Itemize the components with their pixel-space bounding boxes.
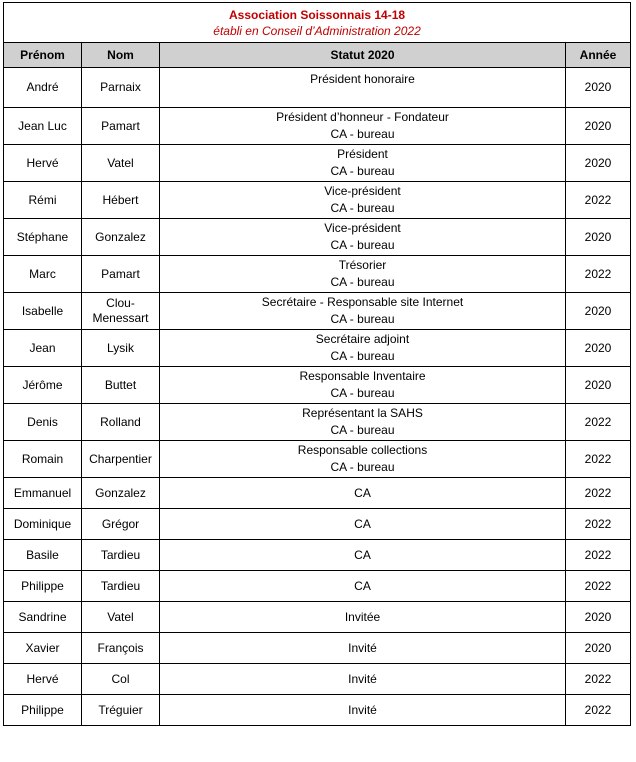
member-sheet	[3, 2, 630, 726]
table-row	[4, 293, 631, 330]
cell-nom: François	[82, 633, 160, 664]
statut-line-2: CA - bureau	[330, 238, 395, 252]
table-row	[4, 367, 631, 404]
cell-prenom: Stéphane	[4, 219, 82, 256]
cell-annee: 2020	[566, 219, 631, 256]
cell-statut	[160, 182, 566, 219]
statut-line-1: Secrétaire - Responsable site Internet	[261, 295, 464, 309]
cell-annee: 2022	[566, 664, 631, 695]
cell-prenom: Emmanuel	[4, 478, 82, 509]
column-headers	[4, 43, 631, 68]
statut-line-2: CA - bureau	[330, 275, 395, 289]
statut-line-2: CA - bureau	[330, 312, 395, 326]
cell-nom: Vatel	[82, 145, 160, 182]
statut-line-2: CA - bureau	[330, 423, 395, 437]
cell-nom: Grégor	[82, 509, 160, 540]
cell-prenom: Marc	[4, 256, 82, 293]
statut-line-1: Trésorier	[338, 258, 387, 272]
cell-annee: 2022	[566, 695, 631, 726]
table-row	[4, 633, 631, 664]
statut-line-1: Invitée	[344, 609, 381, 624]
cell-annee: 2022	[566, 182, 631, 219]
cell-annee: 2020	[566, 602, 631, 633]
statut-line-1: Vice-président	[324, 184, 401, 198]
statut-line-1: Président	[337, 147, 388, 161]
title-cell	[4, 3, 631, 43]
cell-nom: Tardieu	[82, 540, 160, 571]
table-title	[4, 3, 631, 43]
cell-statut	[160, 330, 566, 367]
cell-annee: 2020	[566, 145, 631, 182]
cell-prenom: André	[4, 68, 82, 108]
cell-nom: Gonzalez	[82, 478, 160, 509]
cell-annee: 2020	[566, 633, 631, 664]
table-row	[4, 68, 631, 108]
statut-line-1: Président d’honneur - Fondateur	[276, 110, 449, 124]
table-row	[4, 108, 631, 145]
table-row	[4, 602, 631, 633]
cell-annee: 2022	[566, 404, 631, 441]
statut-line-2: CA - bureau	[330, 127, 395, 141]
cell-statut	[160, 602, 566, 633]
table-body	[4, 68, 631, 726]
column-header-prenom: Prénom	[4, 43, 82, 68]
cell-annee: 2022	[566, 441, 631, 478]
statut-line-1: Représentant la SAHS	[302, 406, 423, 420]
cell-nom-line: Clou-	[106, 296, 135, 310]
column-header-nom: Nom	[82, 43, 160, 68]
cell-prenom: Xavier	[4, 633, 82, 664]
cell-prenom: Denis	[4, 404, 82, 441]
cell-statut	[160, 571, 566, 602]
cell-annee: 2022	[566, 478, 631, 509]
cell-prenom: Philippe	[4, 695, 82, 726]
statut-line-1: Invité	[348, 671, 377, 686]
cell-statut	[160, 367, 566, 404]
statut-line-2: CA - bureau	[330, 201, 395, 215]
statut-line-1: CA	[354, 485, 371, 500]
cell-statut	[160, 633, 566, 664]
cell-nom: Tréguier	[82, 695, 160, 726]
statut-line-1: CA	[354, 547, 371, 562]
statut-line-1: Invité	[348, 702, 377, 717]
statut-line-1: Responsable collections	[297, 443, 428, 457]
members-table	[3, 2, 631, 726]
table-row	[4, 182, 631, 219]
cell-nom: Gonzalez	[82, 219, 160, 256]
statut-line-2: CA - bureau	[330, 460, 395, 474]
cell-statut	[160, 145, 566, 182]
cell-statut	[160, 108, 566, 145]
statut-line-2: CA - bureau	[330, 386, 395, 400]
column-header-statut: Statut 2020	[160, 43, 566, 68]
statut-line-1: CA	[354, 516, 371, 531]
page-title: Association Soissonnais 14-18	[228, 7, 406, 22]
statut-line-1: Président honoraire	[310, 72, 415, 86]
cell-statut	[160, 293, 566, 330]
cell-nom: Pamart	[82, 108, 160, 145]
cell-nom: Rolland	[82, 404, 160, 441]
cell-prenom: Hervé	[4, 145, 82, 182]
cell-prenom: Basile	[4, 540, 82, 571]
cell-statut	[160, 441, 566, 478]
cell-prenom: Hervé	[4, 664, 82, 695]
cell-statut	[160, 68, 566, 108]
cell-nom: Parnaix	[82, 68, 160, 108]
cell-prenom: Dominique	[4, 509, 82, 540]
statut-line-1: Responsable Inventaire	[299, 369, 426, 383]
cell-nom-line: Menessart	[92, 311, 149, 325]
cell-annee: 2022	[566, 509, 631, 540]
table-row	[4, 478, 631, 509]
cell-annee: 2020	[566, 293, 631, 330]
statut-line-2: CA - bureau	[330, 349, 395, 363]
statut-line-1: Vice-président	[324, 221, 401, 235]
cell-statut	[160, 695, 566, 726]
cell-prenom: Isabelle	[4, 293, 82, 330]
cell-statut	[160, 478, 566, 509]
cell-annee: 2022	[566, 540, 631, 571]
cell-prenom: Rémi	[4, 182, 82, 219]
cell-annee: 2020	[566, 330, 631, 367]
cell-nom: Vatel	[82, 602, 160, 633]
table-row	[4, 404, 631, 441]
statut-line-2: CA - bureau	[330, 164, 395, 178]
cell-nom: Tardieu	[82, 571, 160, 602]
cell-prenom: Jérôme	[4, 367, 82, 404]
statut-line-1: Invité	[348, 640, 377, 655]
table-row	[4, 256, 631, 293]
page-subtitle: établi en Conseil d’Administration 2022	[213, 23, 421, 38]
cell-annee: 2020	[566, 68, 631, 108]
table-row	[4, 509, 631, 540]
column-header-annee: Année	[566, 43, 631, 68]
cell-nom: Buttet	[82, 367, 160, 404]
cell-statut	[160, 404, 566, 441]
table-row	[4, 571, 631, 602]
cell-statut	[160, 664, 566, 695]
cell-statut	[160, 540, 566, 571]
statut-line-1: Secrétaire adjoint	[315, 332, 410, 346]
cell-statut	[160, 509, 566, 540]
table-row	[4, 145, 631, 182]
cell-prenom: Romain	[4, 441, 82, 478]
cell-statut	[160, 219, 566, 256]
cell-nom: Charpentier	[82, 441, 160, 478]
cell-prenom: Philippe	[4, 571, 82, 602]
cell-statut	[160, 256, 566, 293]
table-row	[4, 441, 631, 478]
cell-annee: 2020	[566, 367, 631, 404]
statut-line-1: CA	[354, 578, 371, 593]
cell-prenom: Jean Luc	[4, 108, 82, 145]
cell-annee: 2022	[566, 256, 631, 293]
cell-annee: 2022	[566, 571, 631, 602]
cell-nom: Pamart	[82, 256, 160, 293]
table-row	[4, 219, 631, 256]
cell-nom: Col	[82, 664, 160, 695]
cell-prenom: Jean	[4, 330, 82, 367]
cell-annee: 2020	[566, 108, 631, 145]
table-row	[4, 330, 631, 367]
table-row	[4, 695, 631, 726]
table-row	[4, 540, 631, 571]
cell-prenom: Sandrine	[4, 602, 82, 633]
cell-nom: Hébert	[82, 182, 160, 219]
cell-nom: Lysik	[82, 330, 160, 367]
table-row	[4, 664, 631, 695]
cell-nom	[82, 293, 160, 330]
